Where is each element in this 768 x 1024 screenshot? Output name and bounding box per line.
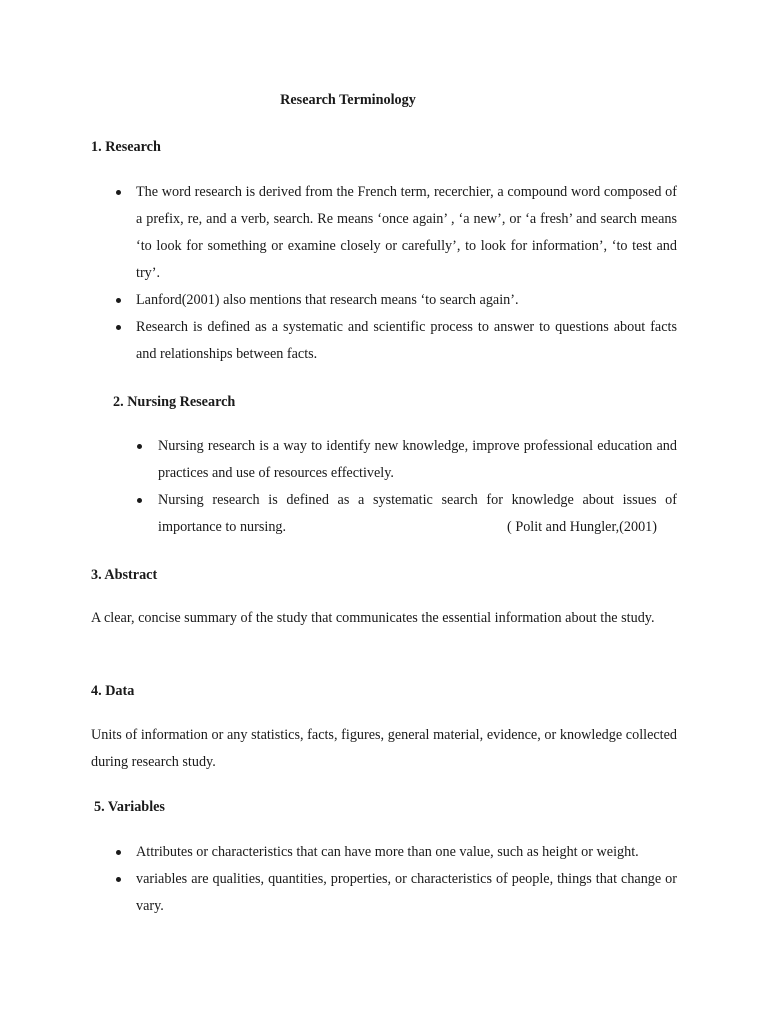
abstract-paragraph: A clear, concise summary of the study that communicates the essential information about the study. <box>91 610 655 626</box>
section-heading-variables: 5. Variables <box>94 799 165 815</box>
list-item <box>158 487 677 541</box>
list-item-text: variables are qualities, quantities, properties, or characteristics of people, things that change or vary. <box>136 871 677 914</box>
list-item-text: Attributes or characteristics that can have more than one value, such as height or weight. <box>136 844 639 860</box>
list-item-text: Nursing research is defined as a systematic search for knowledge about issues of <box>158 492 677 508</box>
document-title: Research Terminology <box>280 92 416 108</box>
bullet-icon <box>137 498 142 503</box>
bullet-icon <box>116 325 121 330</box>
variables-bullet-list <box>136 839 677 920</box>
bullet-icon <box>116 850 121 855</box>
bullet-icon <box>137 444 142 449</box>
list-item <box>136 179 677 287</box>
list-item-text: The word research is derived from the French term, recerchier, a compound word composed of a prefix, re, and a verb, search. Re means ‘once again’ , ‘a new’, or ‘a fresh’ and search means ‘to look for something or examine closely or carefully’, to look for information’, ‘to test and try’. <box>136 184 677 281</box>
bullet-icon <box>116 190 121 195</box>
nursing-research-bullet-list <box>158 433 677 541</box>
section-heading-data: 4. Data <box>91 683 135 699</box>
section-heading-abstract: 3. Abstract <box>91 567 158 583</box>
list-item <box>136 287 677 314</box>
list-item <box>136 839 677 866</box>
citation-row <box>158 514 677 541</box>
research-bullet-list <box>136 179 677 368</box>
section-heading-research: 1. Research <box>91 139 161 155</box>
section-heading-nursing-research: 2. Nursing Research <box>113 394 236 410</box>
list-item <box>136 866 677 920</box>
list-item-text: Lanford(2001) also mentions that research means ‘to search again’. <box>136 292 519 308</box>
bullet-icon <box>116 877 121 882</box>
citation: ( Polit and Hungler,(2001) <box>507 519 657 535</box>
list-item-text-continued: importance to nursing. <box>158 519 287 535</box>
list-item-text: Nursing research is a way to identify new knowledge, improve professional education and practices and use of resources effectively. <box>158 438 677 481</box>
list-item-text: Research is defined as a systematic and scientific process to answer to questions about facts and relationships between facts. <box>136 319 677 362</box>
data-paragraph: Units of information or any statistics, facts, figures, general material, evidence, or knowledge collected during research study. <box>91 727 677 770</box>
bullet-icon <box>116 298 121 303</box>
list-item <box>158 433 677 487</box>
list-item <box>136 314 677 368</box>
